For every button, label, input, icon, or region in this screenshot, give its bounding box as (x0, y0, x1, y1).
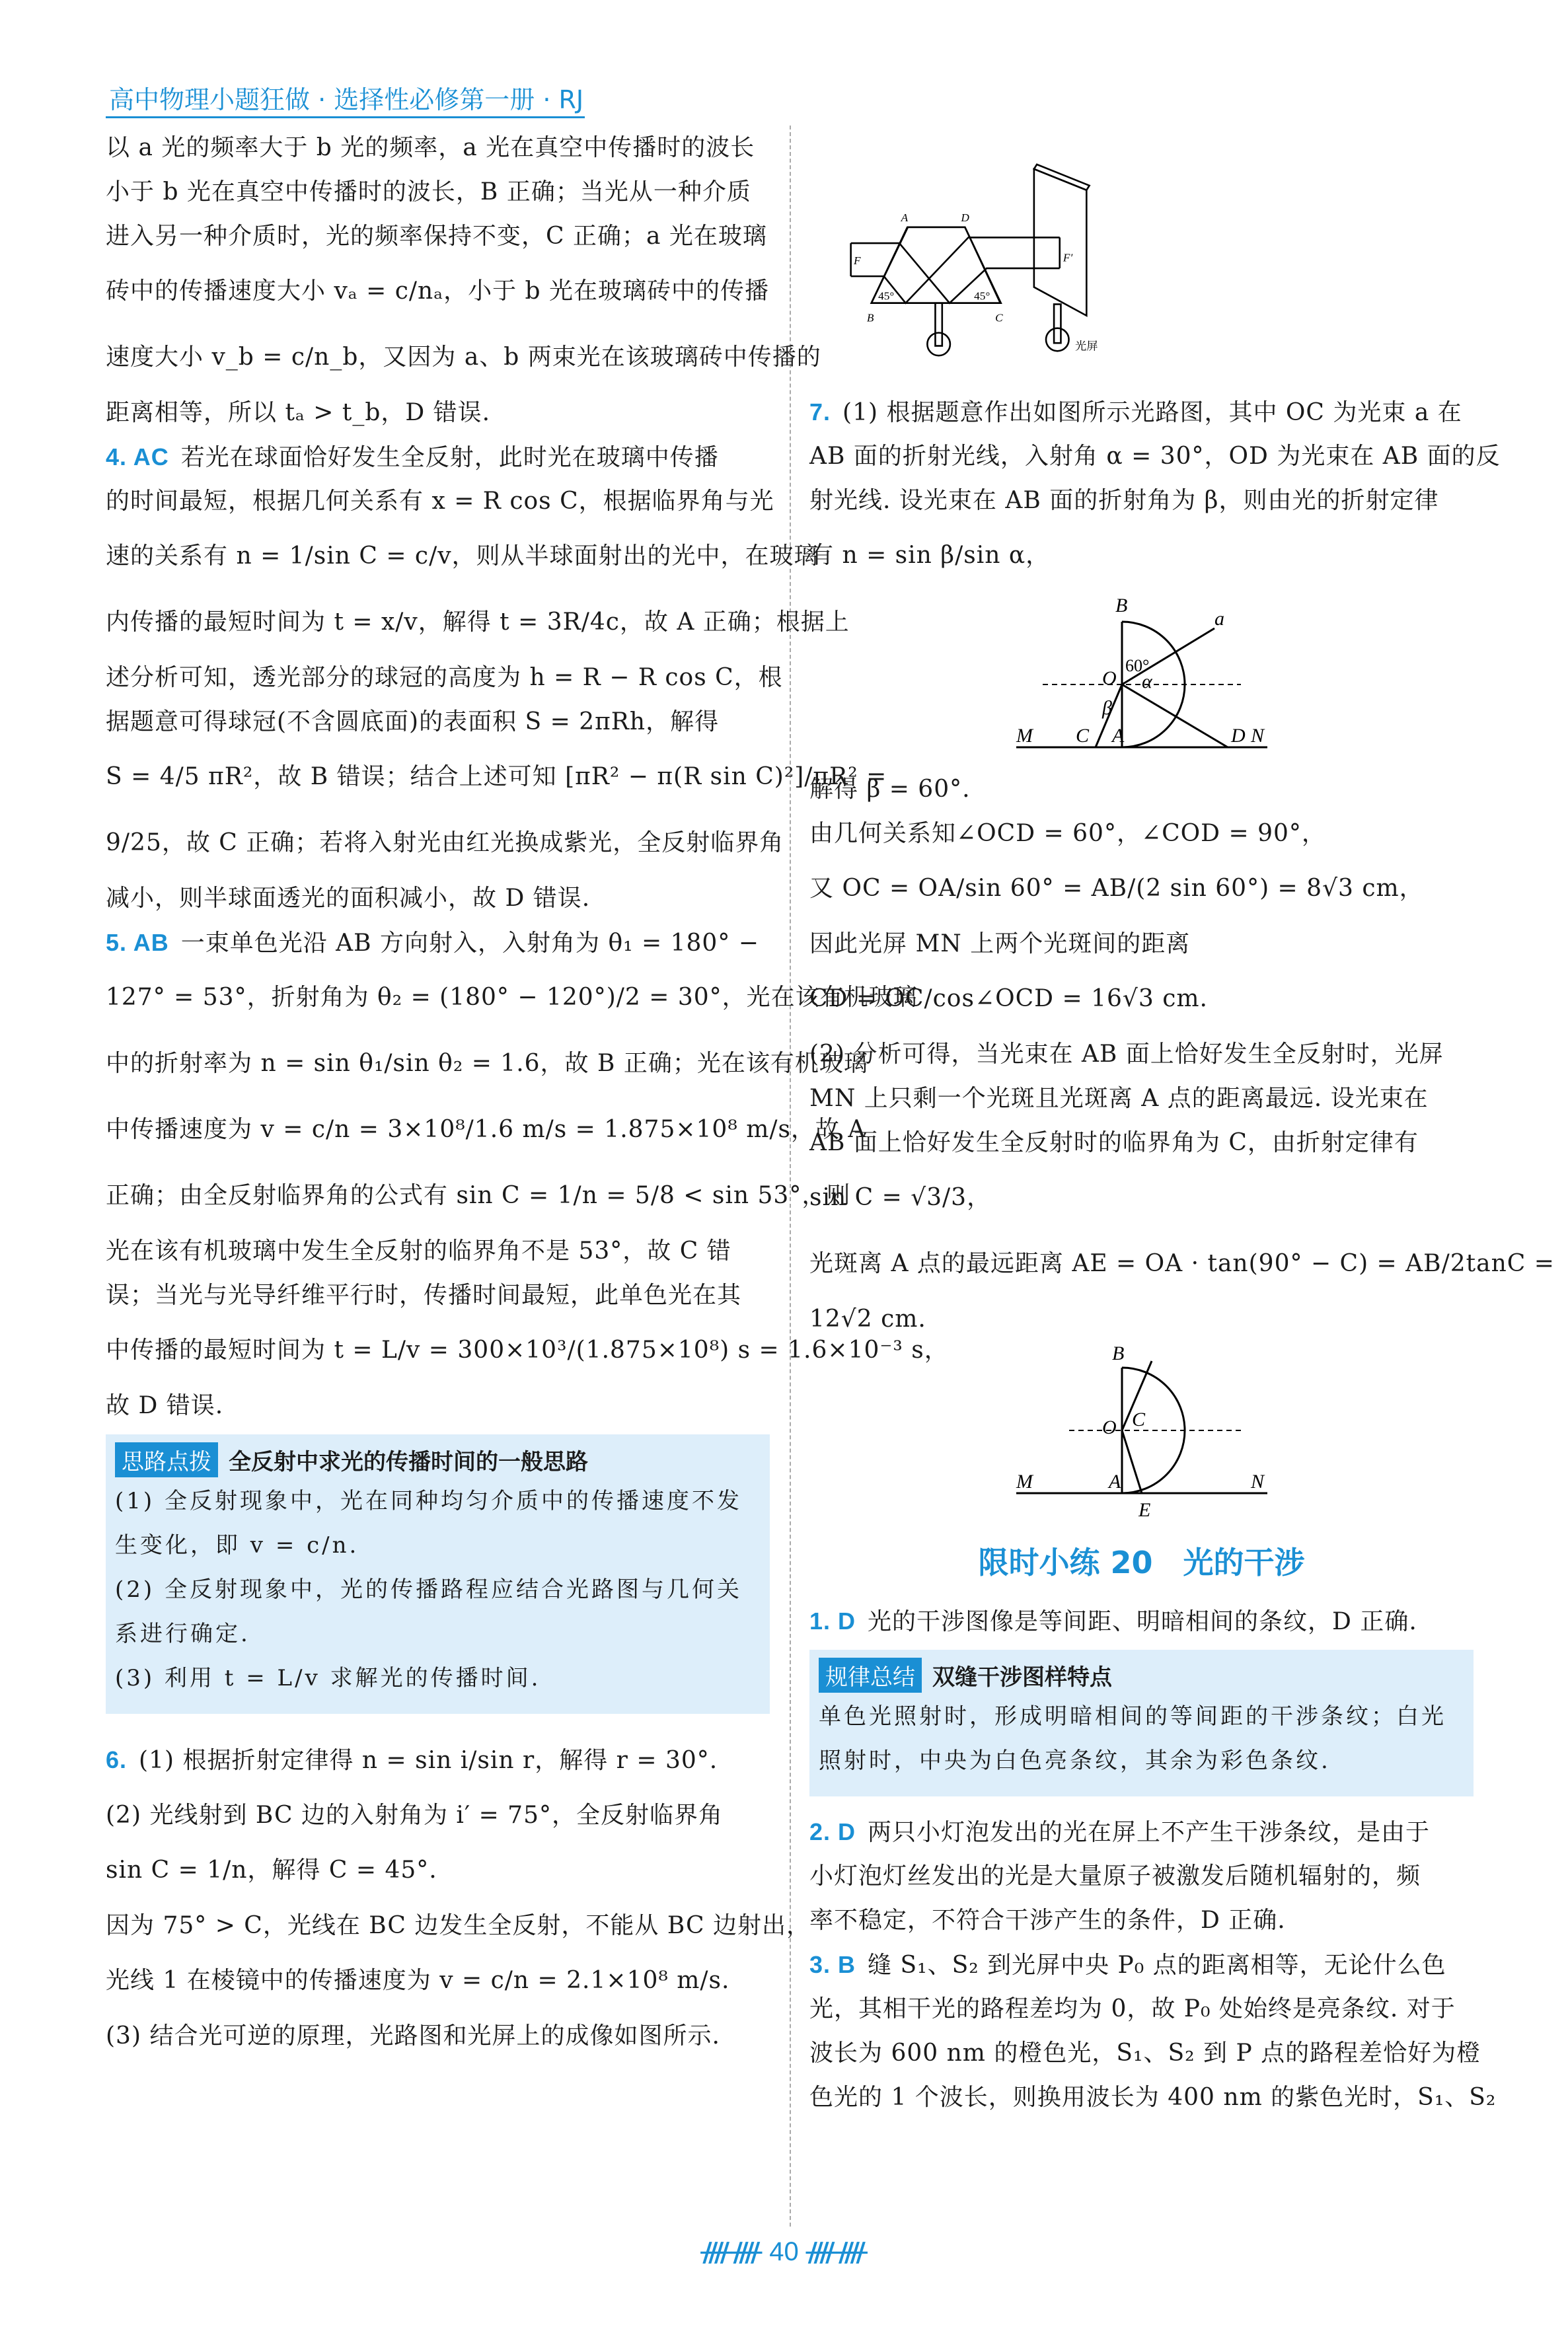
line-text: 9/25，故 C 正确；若将入射光由红光换成紫光，全反射临界角 (106, 829, 784, 856)
tip-box (106, 1434, 770, 1714)
text-line (809, 523, 1474, 589)
book-header: 高中物理小题狂做 · 选择性必修第一册 · RJ (109, 85, 584, 114)
right-lines (809, 390, 1501, 589)
text-line (809, 966, 1474, 1032)
page-number: 40 (769, 2237, 799, 2266)
right-lines-4 (809, 1810, 1497, 2120)
text-line (106, 700, 770, 744)
label-D: D (961, 211, 969, 225)
label-A: A (901, 211, 909, 225)
label-B: B (866, 311, 874, 324)
line-text: CD = OC/cos∠OCD = 16√3 cm. (809, 985, 1208, 1012)
hemisphere-diagram-1 (1003, 589, 1281, 767)
rule-title: 双缝干涉图样特点 (932, 1664, 1112, 1691)
answer-label: 3. B (809, 1951, 856, 1978)
label-A: A (1111, 725, 1124, 747)
label-O: O (1101, 667, 1117, 689)
line-text: (2) 光线射到 BC 边的入射角为 i′ = 75°，全反射临界角 (106, 1802, 723, 1829)
box-line: (2) 全反射现象中，光的传播路程应结合光路图与几何关 (115, 1576, 742, 1603)
label-screen: 光屏 (1075, 340, 1098, 353)
line-text: AB 面上恰好发生全反射时的临界角为 C，由折射定律有 (809, 1129, 1419, 1156)
line-text: 中的折射率为 n = sin θ₁/sin θ₂ = 1.6，故 B 正确；光在该有机玻璃 (106, 1050, 868, 1077)
hemisphere-diagram-2 (1003, 1341, 1281, 1526)
column-divider (790, 126, 791, 2227)
text-line (106, 1031, 868, 1097)
text-line (809, 1599, 1474, 1643)
text-line (106, 1837, 770, 1903)
answer-label: 4. AC (106, 443, 169, 470)
label-a: a (1214, 608, 1224, 630)
label-E: E (1138, 1499, 1150, 1521)
header-rule (106, 116, 585, 118)
line-text: 速的关系有 n = 1/sin C = c/v，则从半球面射出的光中，在玻璃 (106, 542, 819, 570)
box-line: 照射时，中央为白色亮条纹，其余为彩色条纹. (819, 1748, 1331, 1774)
label-B: B (1115, 595, 1127, 616)
text-line (106, 1793, 770, 1837)
line-text: 速度大小 v_b = c/n_b，又因为 a、b 两束光在该玻璃砖中传播的 (106, 344, 821, 371)
line-text: sin C = √3/3， (809, 1184, 992, 1211)
line-text: 色光的 1 个波长，则换用波长为 400 nm 的紫色光时，S₁、S₂ (809, 2084, 1497, 2111)
tip-tag: 思路点拨 (115, 1442, 218, 1477)
answer-label: 5. AB (106, 929, 169, 956)
line-text: 小于 b 光在真空中传播时的波长，B 正确；当光从一种介质 (106, 178, 751, 205)
line-text: 正确；由全反射临界角的公式有 sin C = 1/n = 5/8 < sin 53°，则 (106, 1182, 851, 1209)
text-line (106, 435, 770, 479)
section-title: 限时小练 20 光的干涉 (978, 1545, 1305, 1580)
line-text: 光斑离 A 点的最远距离 AE = OA · tan(90° − C) = AB/2tanC = (809, 1250, 1555, 1277)
answer-label: 7. (809, 398, 831, 425)
text-line (809, 1165, 1474, 1231)
label-C: C (995, 311, 1003, 324)
line-text: 若光在球面恰好发生全反射，此时光在玻璃中传播 (180, 444, 719, 471)
line-text: 据题意可得球冠(不含圆底面)的表面积 S = 2πRh，解得 (106, 708, 720, 735)
line-text: 127° = 53°，折射角为 θ₂ = (180° − 120°)/2 = 30°，光在该有机玻璃 (106, 984, 918, 1011)
text-line (809, 1032, 1474, 1076)
line-text: 光的干涉图像是等间距、明暗相间的条纹，D 正确. (868, 1608, 1417, 1635)
text-line (106, 744, 887, 810)
text-line (809, 1076, 1474, 1121)
text-line (809, 390, 1474, 434)
text-line (106, 170, 770, 214)
line-text: 光线 1 在棱镜中的传播速度为 v = c/n = 2.1×10⁸ m/s. (106, 1967, 730, 1994)
line-text: 距离相等，所以 tₐ > t_b，D 错误. (106, 399, 491, 426)
line-text: 减小，则半球面透光的面积减小，故 D 错误. (106, 885, 591, 912)
label-M: M (1016, 1471, 1033, 1493)
line-text: 中传播的最短时间为 t = L/v = 300×10³/(1.875×10⁸) s = 1.6×10⁻³ s， (106, 1337, 949, 1364)
line-text: 因为 75° > C，光线在 BC 边发生全反射，不能从 BC 边射出， (106, 1912, 811, 1939)
text-line (106, 655, 783, 700)
text-line (809, 1942, 1474, 1987)
angle-alpha: α (1141, 671, 1152, 692)
line-text: 一束单色光沿 AB 方向射入，入射角为 θ₁ = 180° − (180, 930, 759, 957)
text-line (106, 479, 774, 523)
label-C: C (1075, 725, 1089, 747)
text-line (809, 1297, 1474, 1341)
line-text: 波长为 600 nm 的橙色光，S₁、S₂ 到 P 点的路程差恰好为橙 (809, 2040, 1481, 2067)
box-line: (1) 全反射现象中，光在同种均匀介质中的传播速度不发 (115, 1488, 742, 1514)
text-line (809, 2075, 1497, 2120)
line-text: 的时间最短，根据几何关系有 x = R cos C，根据临界角与光 (106, 488, 774, 515)
text-line (809, 1231, 1555, 1297)
text-line (106, 589, 850, 655)
tip-title: 全反射中求光的传播时间的一般思路 (229, 1448, 588, 1475)
line-text: 光，其相干光的路程差均为 0，故 P₀ 处始终是亮条纹. 对于 (809, 1995, 1456, 2022)
label-C: C (1131, 1409, 1145, 1430)
line-text: 砖中的传播速度大小 vₐ = c/nₐ，小于 b 光在玻璃砖中的传播 (106, 277, 770, 305)
text-line (809, 2031, 1481, 2075)
line-text: 由几何关系知∠OCD = 60°，∠COD = 90°， (809, 820, 1326, 847)
label-A: A (1108, 1471, 1121, 1493)
text-line (106, 390, 770, 435)
line-text: 述分析可知，透光部分的球冠的高度为 h = R − R cos C，根 (106, 664, 783, 691)
text-line (809, 1121, 1474, 1165)
box-line: 生变化，即 v = c/n. (115, 1532, 359, 1559)
left-lines-2 (106, 1727, 811, 2058)
rule-tag: 规律总结 (819, 1658, 922, 1693)
text-line (106, 1229, 770, 1273)
text-line (106, 2014, 770, 2058)
text-line (809, 1898, 1474, 1942)
line-text: 内传播的最短时间为 t = x/v，解得 t = 3R/4c，故 A 正确；根据上 (106, 609, 850, 636)
line-text: MN 上只剩一个光斑且光斑离 A 点的距离最远. 设光束在 (809, 1085, 1429, 1112)
text-line (106, 1384, 770, 1428)
prism-diagram (833, 145, 1460, 383)
rule-box (809, 1650, 1474, 1796)
text-line (809, 434, 1501, 478)
line-text: 又 OC = OA/sin 60° = AB/(2 sin 60°) = 8√3 cm， (809, 875, 1424, 902)
line-text: 率不稳定，不符合干涉产生的条件，D 正确. (809, 1907, 1286, 1934)
text-line (809, 856, 1474, 922)
text-line (809, 811, 1474, 856)
text-line (809, 922, 1474, 966)
text-line (106, 876, 770, 920)
line-text: 有 n = sin β/sin α， (809, 542, 1051, 569)
text-line (809, 1987, 1474, 2031)
text-line (106, 1903, 811, 1948)
right-column (809, 390, 1555, 2120)
right-lines-3 (809, 1599, 1474, 1643)
text-line (809, 478, 1474, 523)
label-D: D (1230, 725, 1246, 747)
line-text: (1) 根据题意作出如图所示光路图，其中 OC 为光束 a 在 (842, 399, 1462, 426)
right-lines-2 (809, 767, 1555, 1341)
line-text: 以 a 光的频率大于 b 光的频率，a 光在真空中传播时的波长 (106, 134, 755, 161)
tip-lines (115, 1479, 761, 1701)
text-line (106, 965, 918, 1031)
box-line: 单色光照射时，形成明暗相间的等间距的干涉条纹；白光 (819, 1703, 1446, 1730)
box-line: 系进行确定. (115, 1621, 250, 1647)
page-footer: ᚎᚎ 40 ᚎᚎ (700, 2237, 868, 2266)
label-M: M (1016, 725, 1033, 747)
text-line (809, 1810, 1474, 1854)
angle-45-left: 45° (878, 289, 895, 303)
text-line (106, 324, 821, 390)
answer-label: 6. (106, 1746, 128, 1773)
line-text: sin C = 1/n，解得 C = 45°. (106, 1857, 437, 1884)
answer-label: 2. D (809, 1818, 856, 1845)
line-text: 射光线. 设光束在 AB 面的折射角为 β，则由光的折射定律 (809, 487, 1439, 514)
line-text: 误；当光与光导纤维平行时，传播时间最短，此单色光在其 (106, 1282, 742, 1309)
label-N: N (1250, 1471, 1264, 1493)
angle-beta: β (1101, 697, 1112, 719)
text-line (106, 1948, 770, 2014)
line-text: 进入另一种介质时，光的频率保持不变，C 正确；a 光在玻璃 (106, 223, 767, 250)
box-line: (3) 利用 t = L/v 求解光的传播时间. (115, 1665, 541, 1691)
text-line (106, 523, 819, 589)
text-line (106, 810, 784, 876)
line-text: 因此光屏 MN 上两个光斑间的距离 (809, 930, 1191, 957)
rule-lines (819, 1695, 1464, 1783)
answer-label: 1. D (809, 1607, 856, 1635)
text-line (106, 1273, 770, 1317)
line-text: 故 D 错误. (106, 1392, 224, 1419)
label-O: O (1101, 1417, 1117, 1438)
angle-45-right: 45° (974, 289, 990, 303)
line-text: 中传播速度为 v = c/n = 3×10⁸/1.6 m/s = 1.875×10⁸ m/s，故 A (106, 1116, 866, 1143)
text-line (106, 1097, 866, 1163)
text-line (106, 214, 770, 258)
text-line (106, 1163, 851, 1229)
line-text: AB 面的折射光线，入射角 α = 30°，OD 为光束在 AB 面的反 (809, 443, 1501, 470)
angle-60: 60° (1125, 656, 1149, 675)
label-F: F (853, 254, 861, 267)
label-N: N (1250, 725, 1264, 747)
line-text: (1) 根据折射定律得 n = sin i/sin r，解得 r = 30°. (139, 1747, 718, 1774)
text-line (106, 920, 770, 965)
line-text: 小灯泡灯丝发出的光是大量原子被激发后随机辐射的，频 (809, 1863, 1421, 1890)
line-text: 光在该有机玻璃中发生全反射的临界角不是 53°，故 C 错 (106, 1237, 731, 1265)
text-line (809, 1854, 1474, 1898)
line-text: S = 4/5 πR²，故 B 错误；结合上述可知 [πR² − π(R sin C)²]/πR² = (106, 763, 887, 790)
label-B: B (1111, 1343, 1124, 1364)
label-F-prime: F′ (1063, 251, 1073, 264)
text-line (106, 126, 770, 170)
line-text: (3) 结合光可逆的原理，光路图和光屏上的成像如图所示. (106, 2022, 720, 2049)
line-text: 两只小灯泡发出的光在屏上不产生干涉条纹，是由于 (868, 1819, 1431, 1846)
text-line (106, 1727, 770, 1793)
line-text: (2) 分析可得，当光束在 AB 面上恰好发生全反射时，光屏 (809, 1041, 1444, 1068)
text-line (106, 258, 770, 324)
text-line (809, 767, 1474, 811)
line-text: 解得 β = 60°. (809, 776, 971, 803)
line-text: 缝 S₁、S₂ 到光屏中央 P₀ 点的距离相等，无论什么色 (868, 1952, 1446, 1979)
line-text: 12√2 cm. (809, 1306, 926, 1333)
